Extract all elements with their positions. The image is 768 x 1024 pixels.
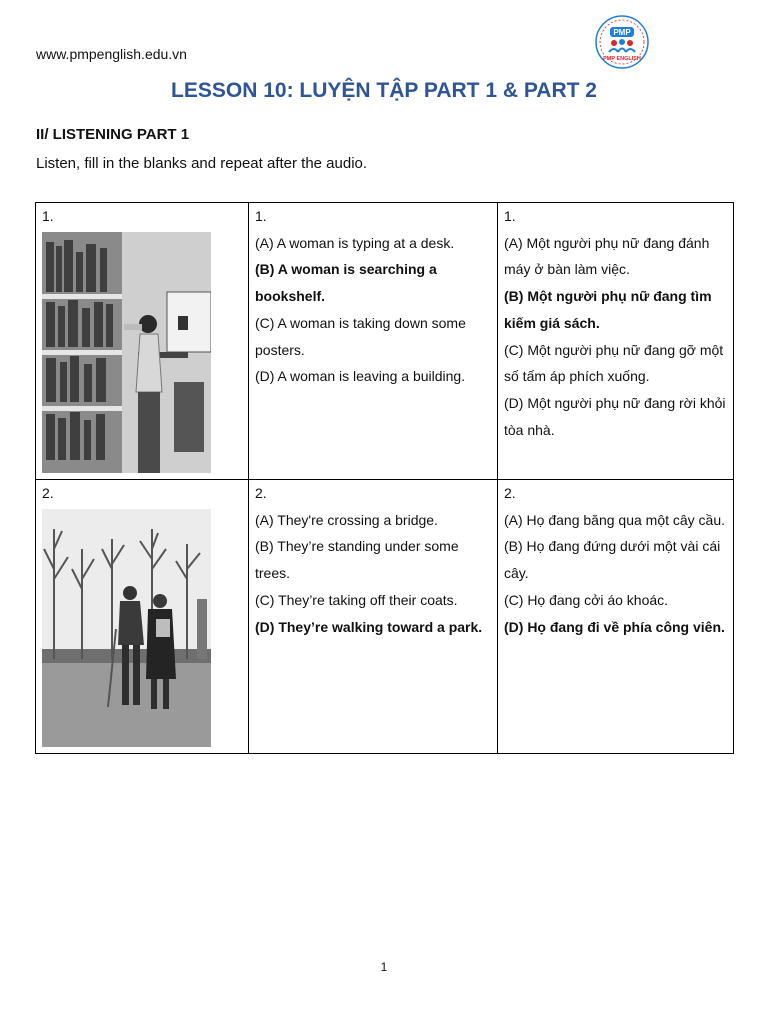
question-number: 2.	[42, 485, 54, 501]
option-b-correct: (B) A woman is searching a bookshelf.	[255, 261, 437, 305]
instructions: Listen, fill in the blanks and repeat after the audio.	[36, 155, 368, 172]
svg-text:PMP: PMP	[613, 28, 631, 37]
option-c: (C) A woman is taking down some posters.	[255, 314, 466, 358]
option-d-vi: (D) Một người phụ nữ đang rời khỏi tòa nhà.	[504, 394, 726, 438]
option-a: (A) A woman is typing at a desk.	[255, 234, 455, 251]
option-b: (B) They’re standing under some trees.	[255, 538, 459, 582]
table-row	[36, 203, 734, 480]
vietnamese-options-cell	[498, 480, 734, 754]
question-number: 1.	[255, 208, 267, 224]
question-number: 2.	[504, 485, 516, 501]
pmp-english-logo	[594, 14, 650, 70]
option-b-vi-correct: (B) Một người phụ nữ đang tìm kiếm giá sách.	[504, 288, 712, 331]
questions-table	[35, 202, 734, 754]
site-url: www.pmpenglish.edu.vn	[36, 46, 187, 62]
question-number: 1.	[42, 208, 54, 224]
image-cell	[36, 203, 249, 480]
option-a-vi: (A) Họ đang băng qua một cây cầu.	[504, 511, 726, 528]
page-number: 1	[380, 960, 388, 974]
option-d-vi-correct: (D) Họ đang đi về phía công viên.	[504, 618, 725, 635]
question-number: 2.	[255, 485, 267, 501]
question-number: 1.	[504, 208, 516, 224]
section-heading: II/ LISTENING PART 1	[36, 126, 190, 143]
svg-text:PMP ENGLISH: PMP ENGLISH	[603, 56, 641, 62]
option-b-vi: (B) Họ đang đứng dưới một vài cái cây.	[504, 538, 721, 582]
option-c-vi: (C) Một người phụ nữ đang gỡ một số tấm áp phích xuống.	[504, 341, 724, 385]
english-options-cell	[249, 480, 498, 754]
option-d-correct: (D) They’re walking toward a park.	[255, 618, 483, 635]
option-c-vi: (C) Họ đang cởi áo khoác.	[504, 591, 669, 608]
lesson-title: LESSON 10: LUYỆN TẬP PART 1 & PART 2	[171, 79, 597, 102]
vietnamese-options-cell	[498, 203, 734, 480]
option-d: (D) A woman is leaving a building.	[255, 368, 466, 385]
option-a: (A) They're crossing a bridge.	[255, 511, 438, 528]
english-options-cell	[249, 203, 498, 480]
park-walkers-photo-icon	[42, 509, 211, 747]
bookshelf-photo-icon	[42, 232, 211, 473]
image-cell	[36, 480, 249, 754]
table-row	[36, 480, 734, 754]
option-a-vi: (A) Một người phụ nữ đang đánh máy ở bàn làm việc.	[504, 234, 710, 278]
option-c: (C) They’re taking off their coats.	[255, 591, 458, 608]
